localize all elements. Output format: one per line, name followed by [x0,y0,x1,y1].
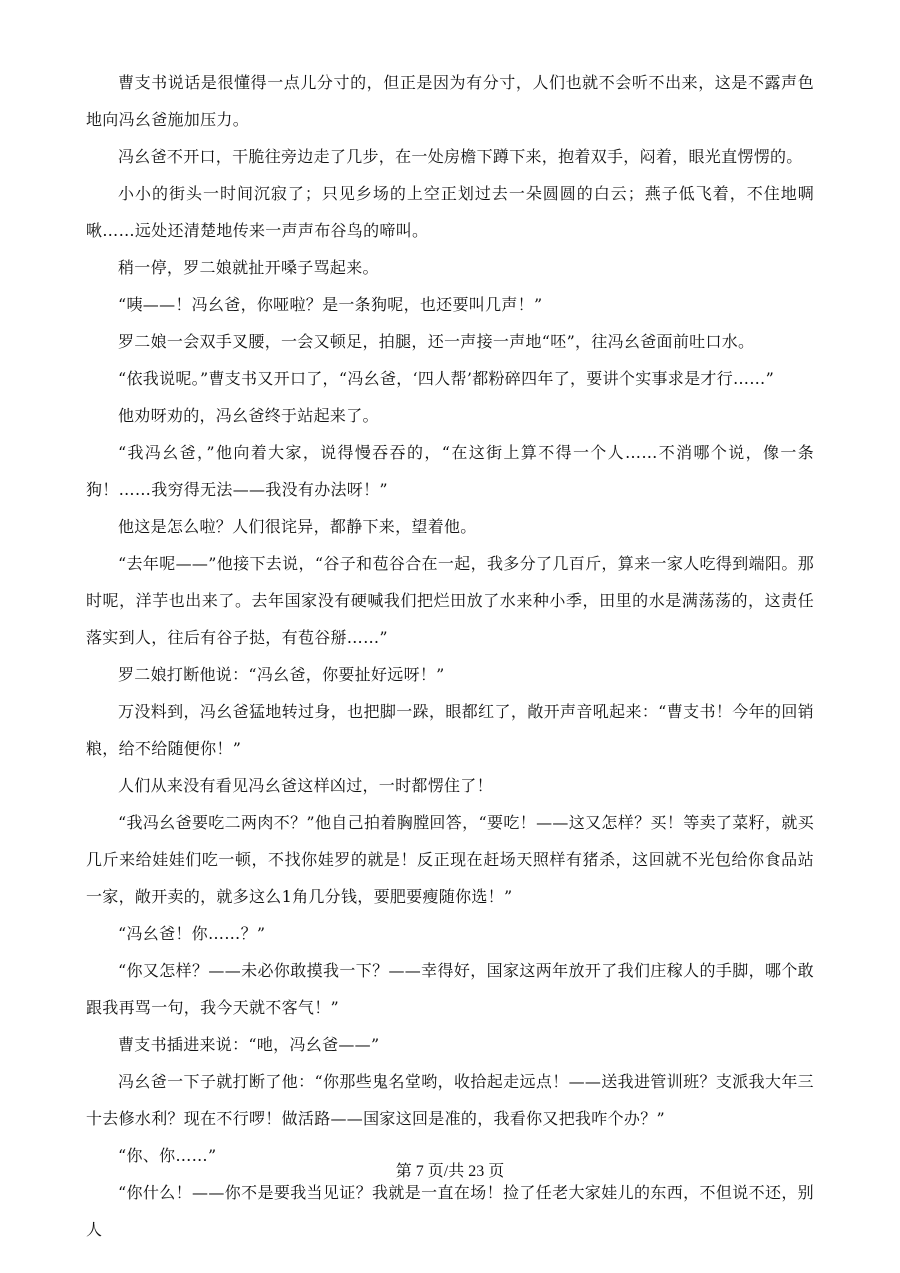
paragraph: 万没料到，冯幺爸猛地转过身，也把脚一跺，眼都红了，敞开声音吼起来：“曹支书！今年的回销粮，给不给随便你！” [86,702,814,758]
paragraph: 曹支书插进来说：“吔，冯幺爸——” [118,1035,380,1054]
paragraph: “你什么！——你不是要我当见证？我就是一直在场！捡了任老大家娃儿的东西，不但说不还，别人 [86,1183,814,1239]
paragraph: 冯幺爸一下子就打断了他：“你那些鬼名堂哟，收拾起走远点！——送我进管训班？支派我大年三十去修水利？现在不行啰！做活路——国家这回是准的，我看你又把我咋个办？” [86,1072,814,1128]
paragraph: “去年呢——”他接下去说，“谷子和苞谷合在一起，我多分了几百斤，算来一家人吃得到端阳。那时呢，洋芋也出来了。去年国家没有硬喊我们把烂田放了水来种小季，田里的水是满荡荡的，这责任落实到人，往后有谷子挞，有苞谷掰……” [86,554,814,647]
paragraph: “你又怎样？——未必你敢摸我一下？——幸得好，国家这两年放开了我们庄稼人的手脚，哪个敢跟我再骂一句，我今天就不客气！” [86,961,814,1017]
paragraph: 冯幺爸不开口，干脆往旁边走了几步，在一处房檐下蹲下来，抱着双手，闷着，眼光直愣愣的。 [118,147,803,166]
paragraph: “我冯幺爸要吃二两肉不？”他自己拍着胸膛回答，“要吃！——这又怎样？买！等卖了菜籽，就买几斤来给娃娃们吃一顿，不找你娃罗的就是！反正现在赶场天照样有猪杀，这回就不光包给你食品站一家，敞开卖的，就多这么1角几分钱，要肥要瘦随你选！” [86,813,814,906]
paragraph: “咦——！冯幺爸，你哑啦？是一条狗呢，也还要叫几声！” [118,295,543,314]
page-number-footer: 第 7 页/共 23 页 [395,1163,505,1180]
body-text [86,64,814,1248]
paragraph: “我冯幺爸，”他向着大家，说得慢吞吞的，“在这街上算不得一个人……不消哪个说，像一条狗！……我穷得无法——我没有办法呀！” [86,443,814,499]
paragraph: 罗二娘一会双手叉腰，一会又顿足，拍腿，还一声接一声地“呸”，往冯幺爸面前吐口水。 [118,332,755,351]
paragraph: 罗二娘打断他说：“冯幺爸，你要扯好远呀！” [118,665,445,684]
paragraph: 他劝呀劝的，冯幺爸终于站起来了。 [118,406,379,425]
paragraph: “你、你……” [118,1146,217,1165]
paragraph: 小小的街头一时间沉寂了；只见乡场的上空正划过去一朵圆圆的白云；燕子低飞着，不住地啁啾……远处还清楚地传来一声声布谷鸟的啼叫。 [86,184,814,240]
paragraph: 曹支书说话是很懂得一点儿分寸的，但正是因为有分寸，人们也就不会听不出来，这是不露声色地向冯幺爸施加压力。 [86,73,814,129]
paragraph: 稍一停，罗二娘就扯开嗓子骂起来。 [118,258,379,277]
paragraph: 人们从来没有看见冯幺爸这样凶过，一时都愣住了！ [118,776,493,795]
paragraph: “依我说呢。”曹支书又开口了，“冯幺爸，‘四人帮’都粉碎四年了，要讲个实事求是才行……” [118,369,775,388]
paragraph: 他这是怎么啦？人们很诧异，都静下来，望着他。 [118,517,477,536]
paragraph: “冯幺爸！你……？” [118,924,266,943]
